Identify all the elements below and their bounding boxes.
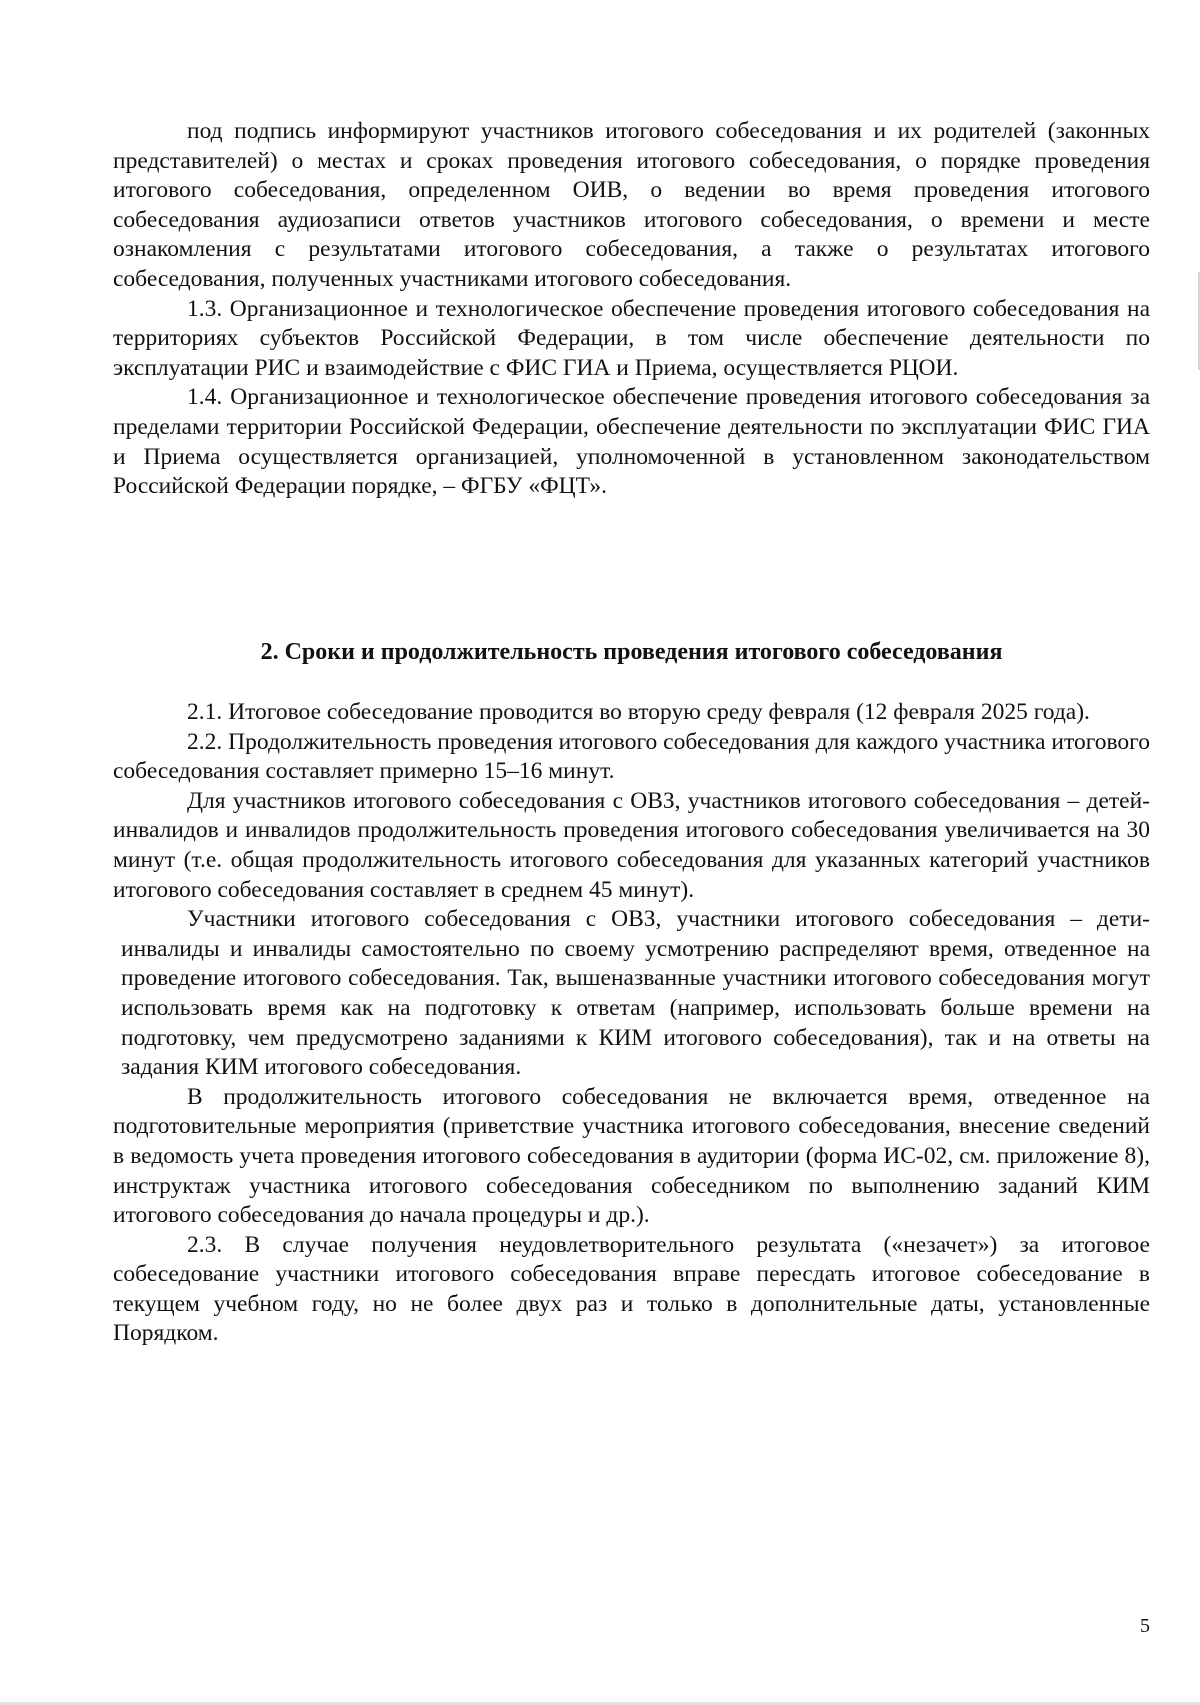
top-text-block [113,117,1150,502]
bottom-text-block [113,698,1150,1349]
paragraph-2-3: 2.3. В случае получения неудовлетворительного результата («незачет») за итоговое собеседование участники итогового собеседования вправе пересдать итоговое собеседование в текущем учебном году, но не более двух раз и только в дополнительные даты, установленные Порядком. [113,1231,1150,1347]
paragraph-2-1: 2.1. Итоговое собеседование проводится во вторую среду февраля (12 февраля 2025 года). [187,699,1090,725]
paragraph-preparation-time: В продолжительность итогового собеседования не включается время, отведенное на подготовительные мероприятия (приветствие участника итогового собеседования, внесение сведений в ведомость учета проведения итогового собеседования в аудитории (форма ИС-02, см. приложение 8), инструктаж участника итогового собеседования собеседником по выполнению заданий КИМ итогового собеседования до начала процедуры и др.). [113,1083,1150,1229]
paragraph-1-4: 1.4. Организационное и технологическое обеспечение проведения итогового собеседования за пределами территории Российской Федерации, обеспечение деятельности по эксплуатации ФИС ГИА и Приема осуществляется организацией, уполномоченной в установленном законодательством Российской Федерации порядке, – ФГБУ «ФЦТ». [113,384,1150,500]
paragraph-2-2: 2.2. Продолжительность проведения итогового собеседования для каждого участника итогового собеседования составляет примерно 15–16 минут. [113,728,1150,785]
paragraph-ovz-time-distribution: Участники итогового собеседования с ОВЗ, участники итогового собеседования – дети-инвалиды и инвалиды самостоятельно по своему усмотрению распределяют время, отведенное на проведение итогового собеседования. Так, вышеназванные участники итогового собеседования могут использовать время как на подготовку к ответам (например, использовать больше времени на подготовку, чем предусмотрено заданиями к КИМ итогового собеседования), так и на ответы на задания КИМ итогового собеседования. [121,906,1150,1081]
paragraph-1-3: 1.3. Организационное и технологическое обеспечение проведения итогового собеседования на территориях субъектов Российской Федерации, в том числе обеспечение деятельности по эксплуатации РИС и взаимодействие с ФИС ГИА и Приема, осуществляется РЦОИ. [113,295,1150,381]
page-number: 5 [1140,1615,1150,1637]
paragraph-informing: под подпись информируют участников итогового собеседования и их родителей (законных представителей) о местах и сроках проведения итогового собеседования, о порядке проведения итогового собеседования, определенном ОИВ, о ведении во время проведения итогового собеседования аудиозаписи ответов участников итогового собеседования, о времени и месте ознакомления с результатами итогового собеседования, а также о результатах итогового собеседования, полученных участниками итогового собеседования. [113,118,1150,292]
paragraph-ovz-duration: Для участников итогового собеседования с ОВЗ, участников итогового собеседования – детей-инвалидов и инвалидов продолжительность проведения итогового собеседования увеличивается на 30 минут (т.е. общая продолжительность итогового собеседования для указанных категорий участников итогового собеседования составляет в среднем 45 минут). [113,787,1150,903]
section-heading: 2. Сроки и продолжительность проведения итогового собеседования [260,639,1003,665]
